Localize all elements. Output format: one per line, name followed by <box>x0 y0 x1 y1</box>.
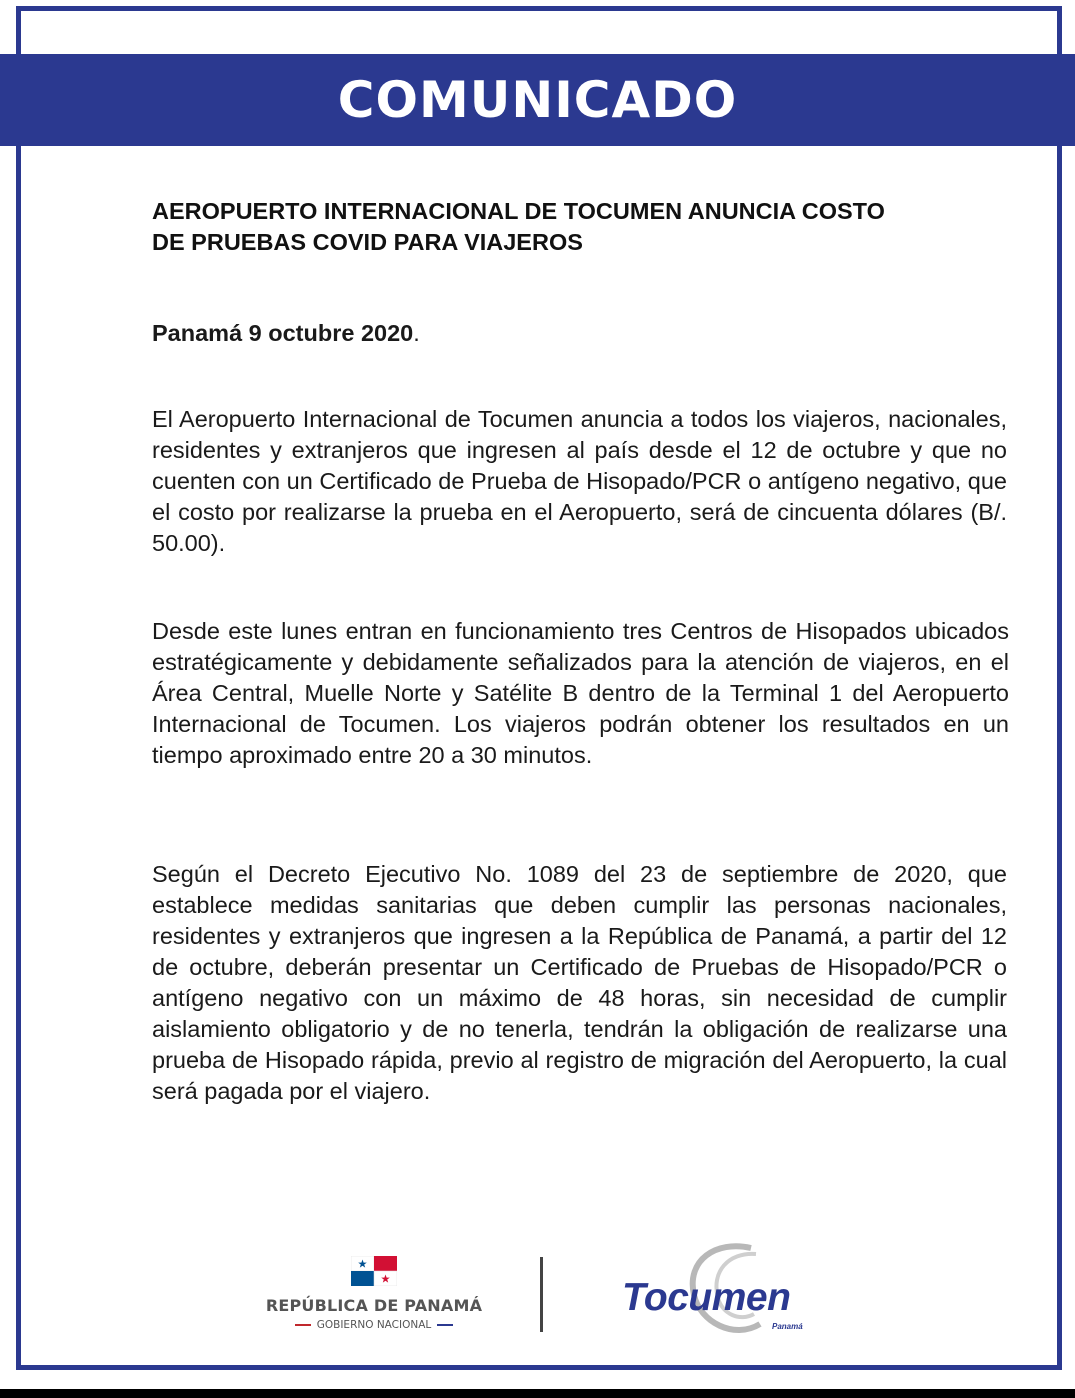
tocumen-wordmark: Tocumen <box>622 1276 791 1319</box>
government-subtitle-text: GOBIERNO NACIONAL <box>316 1319 432 1331</box>
paragraph-3: Según el Decreto Ejecutivo No. 1089 del 23 de septiembre de 2020, que establece medidas sanitarias que deben cumplir las personas nacionales, residentes y extranjeros que ingresen a la República de Panamá, a partir del 12 de octubre, deberán presentar un Certificado de Pruebas de Hisopado/PCR o antígeno negativo con un máximo de 48 horas, sin necesidad de cumplir aislamiento obligatorio y de no tenerla, tendrán la obligación de realizarse una prueba de Hisopado rápida, previo al registro de migración del Aeropuerto, la cual será pagada por el viajero. <box>152 861 1007 1104</box>
tocumen-subtitle: Panamá <box>772 1322 803 1331</box>
date-text: Panamá 9 octubre 2020 <box>152 320 414 346</box>
logo-divider <box>540 1257 543 1332</box>
headline <box>152 196 1007 258</box>
header-banner <box>0 54 1075 146</box>
panama-flag-icon <box>351 1256 397 1286</box>
government-name: REPÚBLICA DE PANAMÁ <box>265 1296 483 1315</box>
headline-block <box>152 196 1007 349</box>
government-logo <box>262 1256 486 1338</box>
headline-line-1: AEROPUERTO INTERNACIONAL DE TOCUMEN ANUNCIA COSTO <box>152 198 885 224</box>
paragraph-1: El Aeropuerto Internacional de Tocumen anuncia a todos los viajeros, nacionales, residentes y extranjeros que ingresen al país desde el 12 de octubre y que no cuenten con un Certificado de Prueba de Hisopado/PCR o antígeno negativo, que el costo por realizarse la prueba en el Aeropuerto, será de cincuenta dólares (B/. 50.00). <box>152 406 1007 556</box>
red-dash <box>295 1324 311 1326</box>
paragraph-2: Desde este lunes entran en funcionamiento tres Centros de Hisopados ubicados estratégicamente y debidamente señalizados para la atención de viajeros, en el Área Central, Muelle Norte y Satélite B dentro de la Terminal 1 del Aeropuerto Internacional de Tocumen. Los viajeros podrán obtener los resultados en un tiempo aproximado entre 20 a 30 minutos. <box>152 618 1009 768</box>
dateline <box>152 318 1007 349</box>
blue-dash <box>437 1324 453 1326</box>
banner-title: COMUNICADO <box>337 71 738 129</box>
tocumen-logo <box>616 1240 826 1350</box>
government-subtitle <box>262 1319 486 1331</box>
bottom-bar <box>0 1389 1075 1398</box>
headline-line-2: DE PRUEBAS COVID PARA VIAJEROS <box>152 229 583 255</box>
date-trail: . <box>413 320 420 346</box>
